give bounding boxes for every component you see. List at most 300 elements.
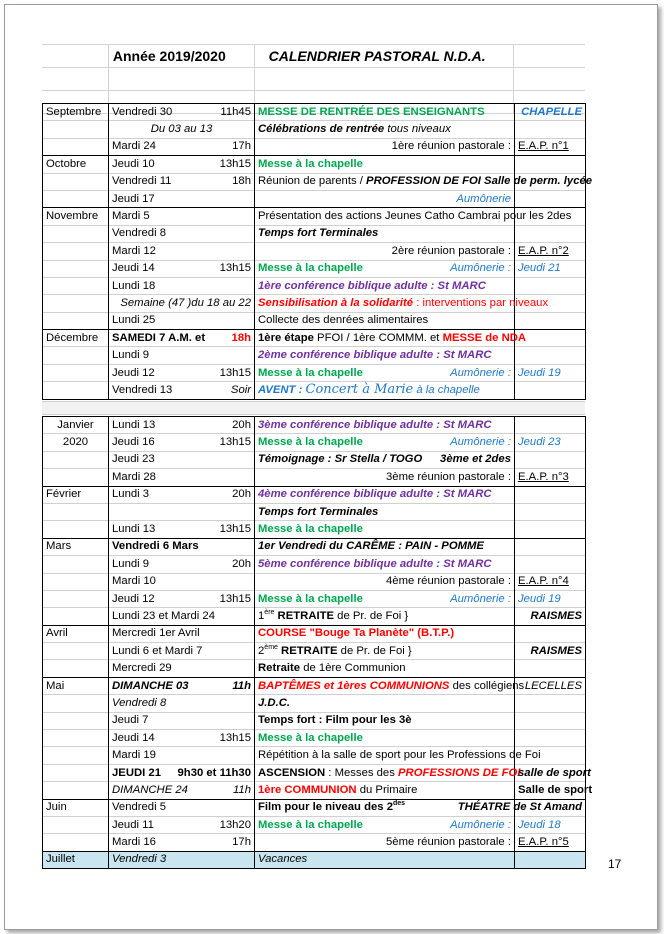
event-text: 2ère réunion pastorale : bbox=[391, 244, 511, 257]
event-cell bbox=[255, 834, 515, 851]
note-text: Jeudi 19 bbox=[518, 592, 561, 605]
month-cell bbox=[43, 347, 109, 364]
event-text: Messe à la chapelle bbox=[258, 262, 363, 275]
event-cell bbox=[255, 451, 515, 468]
event-cell bbox=[255, 590, 515, 607]
date-label: Lundi 18 bbox=[112, 279, 156, 292]
date-cell bbox=[109, 382, 255, 399]
calendar-row bbox=[43, 382, 586, 399]
month-cell bbox=[43, 816, 109, 833]
month-cell: Avril bbox=[43, 625, 109, 642]
school-year: Année 2019/2020 bbox=[109, 45, 255, 67]
event-cell bbox=[255, 816, 515, 833]
note-text: E.A.P. n°1 bbox=[518, 140, 569, 153]
month-cell bbox=[43, 782, 109, 799]
time-label: 11h45 bbox=[220, 105, 251, 118]
month-cell: Janvier bbox=[43, 417, 109, 434]
calendar-row bbox=[43, 712, 586, 729]
page-number: 17 bbox=[608, 857, 622, 871]
note-cell bbox=[515, 816, 586, 833]
note-cell bbox=[515, 382, 586, 399]
event-cell bbox=[255, 260, 515, 277]
event-text: Sensibilisation à la solidarité bbox=[258, 296, 414, 309]
blank-row bbox=[42, 68, 585, 91]
event-text: 1 bbox=[258, 609, 265, 622]
date-label: Jeudi 16 bbox=[112, 436, 155, 449]
time-label: 18h bbox=[232, 175, 251, 188]
event-text: Messe à la chapelle bbox=[258, 592, 363, 605]
calendar-row bbox=[43, 295, 586, 312]
date-label: Mardi 10 bbox=[112, 575, 156, 588]
month-cell: Octobre bbox=[43, 156, 109, 173]
time-label: 17h bbox=[232, 140, 251, 153]
date-label: Lundi 9 bbox=[112, 349, 150, 362]
event-cell bbox=[255, 156, 515, 173]
note-cell bbox=[515, 486, 586, 503]
note-cell bbox=[515, 712, 586, 729]
time-label: 20h bbox=[232, 488, 251, 501]
event-cell bbox=[255, 225, 515, 242]
event-text: Célébrations de rentrée bbox=[258, 123, 388, 136]
event-cell bbox=[255, 538, 515, 555]
note-cell bbox=[515, 451, 586, 468]
date-cell bbox=[109, 364, 255, 381]
date-cell bbox=[109, 834, 255, 851]
month-cell: Mars bbox=[43, 538, 109, 555]
event-cell bbox=[255, 712, 515, 729]
calendar-row bbox=[43, 677, 586, 694]
date-label: Lundi 13 bbox=[112, 418, 156, 431]
event-cell bbox=[255, 295, 549, 312]
event-cell bbox=[255, 695, 515, 712]
date-label: Jeudi 12 bbox=[112, 366, 155, 379]
event-cell bbox=[255, 730, 515, 747]
calendar-row bbox=[43, 625, 586, 642]
calendar-row bbox=[43, 138, 586, 155]
date-cell bbox=[109, 816, 255, 833]
event-text: Aumônerie : bbox=[450, 592, 511, 605]
event-cell bbox=[255, 312, 515, 329]
calendar-row bbox=[43, 173, 586, 190]
note-cell bbox=[515, 590, 586, 607]
time-label: 17h bbox=[232, 836, 251, 849]
note-text: LECELLES bbox=[524, 679, 582, 692]
calendar-row bbox=[43, 834, 586, 851]
time-label: 13h15 bbox=[219, 262, 251, 275]
calendar-row bbox=[43, 695, 586, 712]
note-text: Jeudi 18 bbox=[518, 818, 561, 831]
note-cell bbox=[515, 834, 586, 851]
date-label: Du 03 au 13 bbox=[150, 123, 213, 136]
note-cell bbox=[515, 104, 586, 121]
date-label: Vendredi 11 bbox=[112, 175, 172, 188]
event-text: 1ère conférence biblique adulte : St MARC bbox=[258, 279, 486, 292]
time-label: Soir bbox=[230, 383, 251, 396]
note-cell bbox=[515, 556, 586, 573]
calendar-row bbox=[43, 573, 586, 590]
event-cell bbox=[255, 190, 515, 207]
date-cell bbox=[109, 190, 255, 207]
date-cell bbox=[109, 503, 255, 520]
date-cell bbox=[109, 782, 255, 799]
event-text: Temps fort : Film pour les 3è bbox=[258, 714, 412, 727]
date-cell bbox=[109, 434, 255, 451]
month-cell bbox=[43, 643, 109, 660]
date-cell bbox=[109, 121, 255, 138]
time-label: 13h15 bbox=[219, 436, 251, 449]
event-text: 3ème et 2des bbox=[440, 453, 511, 466]
calendar-row bbox=[43, 486, 586, 503]
calendar-row bbox=[43, 104, 586, 121]
event-cell bbox=[255, 521, 515, 538]
month-cell bbox=[43, 556, 109, 573]
event-text: Messe à la chapelle bbox=[258, 157, 363, 170]
note-text: E.A.P. n°2 bbox=[518, 244, 569, 257]
note-cell bbox=[515, 312, 586, 329]
note-text: Jeudi 19 bbox=[518, 366, 561, 379]
event-text: du Primaire bbox=[356, 783, 418, 796]
event-text: Présentation des actions Jeunes Catho Cambrai pour les 2des bbox=[258, 210, 572, 223]
calendar-row bbox=[43, 330, 586, 347]
date-label: Lundi 25 bbox=[112, 314, 156, 327]
date-label: Mardi 12 bbox=[112, 244, 156, 257]
event-text: COURSE "Bouge Ta Planète" (B.T.P.) bbox=[258, 627, 455, 640]
event-cell bbox=[255, 121, 515, 138]
event-text: 1er Vendredi du CARÊME : PAIN - POMME bbox=[258, 540, 484, 553]
note-text: THÉATRE de St Amand bbox=[457, 800, 582, 813]
month-cell bbox=[43, 503, 109, 520]
date-cell bbox=[109, 138, 255, 155]
event-cell bbox=[255, 208, 572, 225]
event-text: 2 bbox=[258, 644, 265, 657]
event-text: Aumônerie : bbox=[450, 262, 511, 275]
note-wrapper bbox=[458, 800, 582, 815]
month-cell bbox=[43, 764, 109, 781]
date-cell bbox=[109, 173, 255, 190]
month-cell bbox=[43, 260, 109, 277]
calendar-row bbox=[43, 243, 586, 260]
date-cell bbox=[109, 660, 255, 677]
date-label: Mercredi 1er Avril bbox=[112, 627, 200, 640]
note-text: CHAPELLE bbox=[521, 105, 582, 118]
date-cell bbox=[109, 556, 255, 573]
event-text: tous niveaux bbox=[387, 123, 451, 136]
note-cell bbox=[515, 364, 586, 381]
date-label: Lundi 3 bbox=[112, 488, 150, 501]
note-cell bbox=[515, 538, 586, 555]
date-label: Jeudi 11 bbox=[112, 818, 154, 831]
date-label: Lundi 9 bbox=[112, 557, 150, 570]
date-label: Mardi 24 bbox=[112, 140, 156, 153]
time-label: 13h15 bbox=[219, 592, 251, 605]
event-cell bbox=[255, 677, 525, 694]
event-text: ère bbox=[264, 609, 275, 617]
note-cell bbox=[515, 503, 586, 520]
note-text: salle de sport bbox=[518, 766, 591, 779]
event-text: 5ème conférence biblique adulte : St MARC bbox=[258, 557, 492, 570]
calendar-row bbox=[43, 538, 586, 555]
note-cell bbox=[515, 730, 586, 747]
event-text: 2ème conférence biblique adulte : St MARC bbox=[258, 349, 492, 362]
month-cell bbox=[43, 173, 109, 190]
calendar-row bbox=[43, 434, 586, 451]
note-cell bbox=[515, 643, 586, 660]
date-label: DIMANCHE 03 bbox=[112, 679, 189, 692]
date-label: Vendredi 6 Mars bbox=[112, 540, 199, 553]
date-label: JEUDI 21 bbox=[112, 766, 161, 779]
calendar-row bbox=[43, 660, 586, 677]
event-cell bbox=[255, 556, 515, 573]
date-cell bbox=[109, 104, 255, 121]
event-text: PROFESSIONS DE FOI bbox=[398, 766, 521, 779]
event-text: Film pour le niveau des 2 bbox=[258, 801, 393, 814]
date-label: SAMEDI 7 A.M. et bbox=[112, 331, 206, 344]
event-text: Messe à la chapelle bbox=[258, 436, 363, 449]
event-text: Concert à Marie bbox=[305, 382, 414, 398]
event-cell bbox=[255, 573, 515, 590]
event-cell bbox=[255, 104, 515, 121]
month-cell: Juillet bbox=[43, 851, 109, 868]
event-cell bbox=[255, 747, 541, 764]
date-cell bbox=[109, 417, 255, 434]
event-cell bbox=[255, 625, 515, 642]
date-cell bbox=[109, 712, 255, 729]
event-text: 3ème réunion pastorale : bbox=[386, 470, 511, 483]
date-label: Jeudi 17 bbox=[112, 192, 155, 205]
date-cell bbox=[109, 156, 255, 173]
date-label: Vendredi 8 bbox=[112, 227, 167, 240]
calendar-row bbox=[43, 643, 586, 660]
event-text: PFOI / 1ère COMMM. et bbox=[313, 331, 443, 344]
event-text: Réunion de parents / bbox=[258, 175, 367, 188]
event-cell bbox=[255, 782, 515, 799]
date-label: Lundi 6 et Mardi 7 bbox=[112, 644, 203, 657]
event-text: Aumônerie bbox=[456, 192, 511, 205]
event-text: AVENT : bbox=[258, 384, 306, 397]
note-cell bbox=[457, 799, 586, 816]
date-cell bbox=[109, 243, 255, 260]
note-cell bbox=[515, 851, 586, 868]
month-cell bbox=[43, 695, 109, 712]
date-cell bbox=[109, 208, 255, 225]
page-title: CALENDRIER PASTORAL N.D.A. bbox=[255, 45, 515, 67]
event-text: 1ère COMMUNION bbox=[258, 783, 357, 796]
event-text: Temps fort Terminales bbox=[258, 227, 379, 240]
month-cell: Novembre bbox=[43, 208, 109, 225]
event-text: Retraite bbox=[258, 662, 301, 675]
month-cell: Mai bbox=[43, 677, 109, 694]
note-cell bbox=[515, 225, 586, 242]
date-cell bbox=[109, 573, 255, 590]
date-cell bbox=[109, 608, 255, 625]
note-cell bbox=[515, 121, 586, 138]
date-cell bbox=[109, 730, 255, 747]
month-cell: Février bbox=[43, 486, 109, 503]
month-cell: Juin bbox=[43, 799, 109, 816]
event-cell bbox=[255, 469, 515, 486]
event-cell bbox=[255, 486, 515, 503]
month-cell: 2020 bbox=[43, 434, 109, 451]
calendar-row bbox=[43, 208, 586, 225]
calendar-row bbox=[43, 121, 586, 138]
event-cell bbox=[255, 330, 527, 347]
calendar-row bbox=[43, 156, 586, 173]
calendar-row bbox=[43, 851, 586, 868]
date-label: Vendredi 30 bbox=[112, 105, 173, 118]
time-label: 18h bbox=[231, 331, 251, 344]
month-cell bbox=[43, 712, 109, 729]
date-cell bbox=[109, 764, 255, 781]
date-label: Jeudi 12 bbox=[112, 592, 155, 605]
date-label: Jeudi 14 bbox=[112, 731, 155, 744]
date-label: DIMANCHE 24 bbox=[112, 783, 188, 796]
event-text: ASCENSION bbox=[258, 766, 326, 779]
event-cell bbox=[255, 643, 515, 660]
note-cell bbox=[515, 417, 586, 434]
date-cell bbox=[109, 677, 255, 694]
calendar-row bbox=[43, 503, 586, 520]
calendar-row bbox=[43, 730, 586, 747]
date-label: Jeudi 10 bbox=[112, 157, 155, 170]
date-label: Mardi 5 bbox=[112, 210, 150, 223]
calendar-row bbox=[43, 608, 586, 625]
time-label: 13h20 bbox=[219, 818, 251, 831]
month-cell bbox=[43, 590, 109, 607]
date-label: Vendredi 8 bbox=[112, 696, 167, 709]
event-text: Aumônerie : bbox=[450, 366, 511, 379]
event-cell bbox=[255, 382, 515, 399]
month-cell bbox=[43, 277, 109, 294]
event-text: : Messes des bbox=[325, 766, 399, 779]
event-text: RETRAITE bbox=[277, 644, 338, 657]
title-row bbox=[42, 44, 585, 68]
note-cell bbox=[515, 677, 586, 694]
event-cell bbox=[255, 608, 515, 625]
date-cell bbox=[109, 469, 255, 486]
calendar-row bbox=[43, 469, 586, 486]
note-cell bbox=[515, 782, 593, 799]
date-cell bbox=[109, 260, 255, 277]
calendar-table-2020 bbox=[42, 416, 593, 869]
event-text: MESSE de NDA bbox=[442, 331, 527, 344]
note-text: Salle de sport bbox=[518, 783, 593, 796]
calendar-table-2019 bbox=[42, 103, 593, 400]
month-cell bbox=[43, 190, 109, 207]
date-cell bbox=[109, 312, 255, 329]
month-cell: Décembre bbox=[43, 330, 109, 347]
calendar-row bbox=[43, 417, 586, 434]
time-label: 20h bbox=[232, 557, 251, 570]
note-text: RAISMES bbox=[530, 644, 582, 657]
date-cell bbox=[109, 330, 255, 347]
date-cell bbox=[109, 538, 255, 555]
calendar-row bbox=[43, 347, 586, 364]
calendar-row bbox=[43, 190, 586, 207]
date-cell bbox=[109, 295, 255, 312]
note-cell bbox=[515, 660, 586, 677]
calendar-row bbox=[43, 556, 586, 573]
event-text: J.D.C. bbox=[258, 696, 291, 709]
month-cell bbox=[43, 121, 109, 138]
calendar-row bbox=[43, 590, 586, 607]
note-cell bbox=[515, 190, 586, 207]
note-cell bbox=[515, 434, 586, 451]
note-cell bbox=[515, 573, 586, 590]
date-label: Lundi 23 et Mardi 24 bbox=[112, 609, 215, 622]
note-cell bbox=[515, 608, 586, 625]
date-cell bbox=[109, 590, 255, 607]
date-label: Vendredi 5 bbox=[112, 801, 167, 814]
event-text: Aumônerie : bbox=[450, 818, 511, 831]
date-cell bbox=[109, 347, 255, 364]
month-cell bbox=[43, 573, 109, 590]
note-cell bbox=[515, 243, 586, 260]
month-cell bbox=[43, 243, 109, 260]
event-cell bbox=[255, 138, 515, 155]
month-cell bbox=[43, 747, 109, 764]
event-cell bbox=[255, 364, 515, 381]
event-text: RETRAITE bbox=[274, 609, 335, 622]
event-cell bbox=[255, 277, 515, 294]
note-cell bbox=[515, 347, 586, 364]
date-label: Jeudi 14 bbox=[112, 262, 155, 275]
date-cell bbox=[109, 747, 255, 764]
time-label: 11h bbox=[232, 679, 251, 692]
event-text: Messe à la chapelle bbox=[258, 366, 363, 379]
event-text: Messe à la chapelle bbox=[258, 818, 363, 831]
event-text: PROFESSION DE FOI Salle de perm. lycée bbox=[366, 175, 593, 188]
date-label: Mardi 16 bbox=[112, 836, 156, 849]
event-cell bbox=[255, 851, 515, 868]
time-label: 20h bbox=[232, 418, 251, 431]
calendar-row bbox=[43, 260, 586, 277]
note-cell bbox=[515, 521, 586, 538]
note-cell bbox=[515, 277, 586, 294]
date-cell bbox=[109, 643, 255, 660]
calendar-row bbox=[43, 225, 586, 242]
note-text: E.A.P. n°5 bbox=[518, 836, 569, 849]
date-cell bbox=[109, 695, 255, 712]
note-cell bbox=[515, 138, 586, 155]
note-cell bbox=[515, 625, 586, 642]
month-cell bbox=[43, 660, 109, 677]
event-text: de 1ère Communion bbox=[300, 662, 406, 675]
calendar-row bbox=[43, 277, 586, 294]
note-cell bbox=[515, 469, 586, 486]
note-text: Jeudi 21 bbox=[518, 262, 561, 275]
event-text: BAPTÊMES et 1ères COMMUNIONS bbox=[258, 679, 450, 692]
event-text: 1ère étape bbox=[258, 331, 314, 344]
month-cell bbox=[43, 608, 109, 625]
event-text: Aumônerie : bbox=[450, 436, 511, 449]
event-text: Messe à la chapelle bbox=[258, 731, 363, 744]
note-text: Jeudi 23 bbox=[518, 436, 561, 449]
month-cell: Septembre bbox=[43, 104, 109, 121]
date-label: Mardi 19 bbox=[112, 749, 156, 762]
note-text: E.A.P. n°4 bbox=[518, 575, 569, 588]
event-text: à la chapelle bbox=[413, 384, 480, 397]
date-label: Lundi 13 bbox=[112, 523, 156, 536]
date-cell bbox=[109, 486, 255, 503]
date-cell bbox=[109, 451, 255, 468]
time-label: 13h15 bbox=[219, 366, 251, 379]
month-cell bbox=[43, 521, 109, 538]
calendar-row bbox=[43, 312, 586, 329]
event-cell bbox=[255, 173, 593, 190]
event-text: Collecte des denrées alimentaires bbox=[258, 314, 429, 327]
month-cell bbox=[43, 138, 109, 155]
event-text: des bbox=[392, 800, 406, 808]
